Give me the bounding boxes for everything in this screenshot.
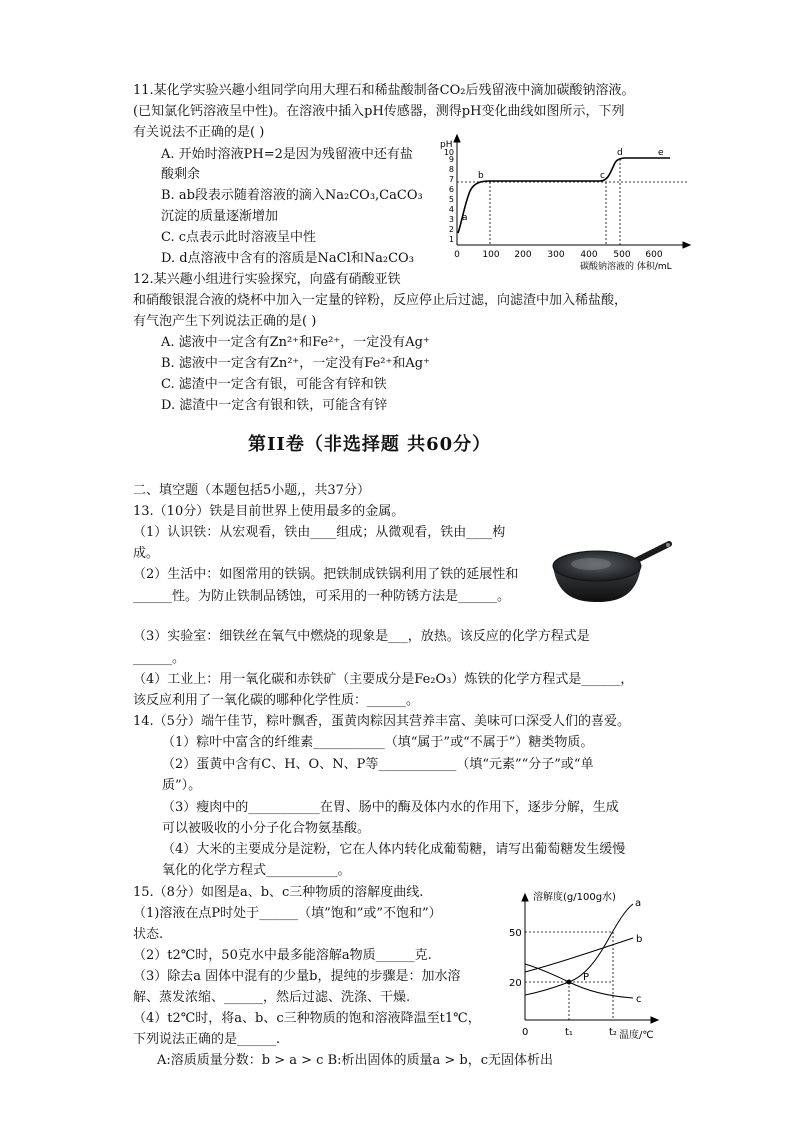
- q15-part2: （2）t2℃时，50克水中最多能溶解a物质______克.: [133, 948, 432, 963]
- ph-xtick: 500: [613, 250, 631, 260]
- ph-x-label: 碳酸钠溶液的 体积/mL: [580, 262, 672, 272]
- sol-x-label: 温度/℃: [619, 1030, 654, 1041]
- q12-stem-2: 和硝酸银混合液的烧杯中加入一定量的锌粉，反应停止后过滤，向滤渣中加入稀盐酸，: [133, 293, 628, 308]
- q13-part2: （2）生活中：如图常用的铁锅。把铁制成铁锅利用了铁的延展性和: [133, 567, 519, 582]
- q14-part4-cont: 氧化的化学方程式___________。: [162, 863, 351, 878]
- ph-xtick: 400: [580, 250, 598, 260]
- q12-option-c: C. 滤渣中一定含有银，可能含有锌和铁: [161, 377, 387, 392]
- sol-xtick: 0: [522, 1027, 529, 1038]
- ph-xtick: 100: [482, 250, 500, 260]
- section-heading: 二、填空题（本题包括5小题,，共37分）: [133, 483, 370, 498]
- q13-part1: （1）认识铁：从宏观看，铁由____组成；从微观看，铁由____构: [133, 525, 506, 540]
- ph-point-label: e: [658, 148, 664, 158]
- part-two-title: 第II卷（非选择题 共60分）: [248, 434, 492, 455]
- q14-stem: 14.（5分）端午佳节，粽叶飘香，蛋黄肉粽因其营养丰富、美味可口深受人们的喜爱。: [133, 714, 630, 729]
- iron-wok-image: [549, 538, 675, 606]
- q15-part1-cont: 状态.: [133, 927, 164, 942]
- ph-ytick: 9: [448, 155, 454, 164]
- point-p: [567, 980, 572, 985]
- ph-xtick: 0: [454, 250, 460, 260]
- ph-ytick: 5: [448, 195, 454, 204]
- ph-chart: [440, 133, 700, 273]
- sol-xtick: t₂: [609, 1027, 617, 1038]
- ph-ytick: 7: [448, 175, 454, 184]
- q13-part4: （4）工业上：用一氧化碳和赤铁矿（主要成分是Fe₂O₃）炼铁的化学方程式是______，: [133, 672, 634, 687]
- ph-xtick: 600: [645, 250, 663, 260]
- ph-xtick: 300: [547, 250, 565, 260]
- q15-part1: （1)溶液在点P时处于______（填”饱和”或”不饱和”）: [133, 906, 442, 921]
- ph-point-label: b: [478, 171, 484, 181]
- q12-stem-3: 有气泡产生下列说法正确的是( ): [133, 314, 317, 329]
- q15-part4: （4）t2℃时，将a、b、c三种物质的饱和溶液降温至t1℃，: [133, 1011, 481, 1026]
- q13-part3-cont: ______。: [133, 651, 186, 666]
- sol-xtick: t₁: [565, 1027, 573, 1038]
- q11-option-a-cont: 酸剩余: [161, 167, 201, 182]
- q14-part3: （3）瘦肉中的___________在胃、肠中的酶及体内水的作用下，逐步分解，生成: [162, 800, 619, 815]
- ph-point-label: c: [600, 171, 605, 181]
- q14-part3-cont: 可以被吸收的小分子化合物氨基酸。: [162, 821, 371, 836]
- q13-part4-cont: 该反应利用了一氧化碳的哪种化学性质：______。: [133, 693, 420, 708]
- sol-ytick: 20: [509, 978, 522, 989]
- ph-y-label: pH: [440, 140, 453, 150]
- ph-ytick: 6: [448, 185, 454, 194]
- ph-point-label: d: [617, 148, 623, 158]
- q14-part1: （1）粽叶中富含的纤维素___________（填“属于”或“不属于”）糖类物质。: [162, 735, 594, 750]
- q11-option-a: A. 开始时溶液PH=2是因为残留液中还有盐: [161, 147, 413, 162]
- q14-part2: （2）蛋黄中含有C、H、O、N、P等____________（填“元素”“分子”或“单: [162, 757, 594, 772]
- q15-stem: 15.（8分）如图是a、b、c三种物质的溶解度曲线.: [133, 885, 424, 900]
- q15-part3: （3）除去a 固体中混有的少量b，提纯的步骤是：加水溶: [133, 969, 461, 984]
- ph-ytick: 4: [448, 205, 454, 214]
- ph-ytick: 1: [448, 235, 454, 244]
- q11-option-c: C. c点表示此时溶液呈中性: [161, 230, 317, 245]
- curve-c: [525, 964, 633, 998]
- q15-options: A:溶质质量分数：b > a > c B:析出固体的质量a > b，c无固体析出: [157, 1053, 554, 1068]
- series-label: b: [636, 934, 643, 945]
- q13-stem: 13.（10分）铁是目前世界上使用最多的金属。: [133, 504, 405, 519]
- ph-ytick: 10: [443, 148, 454, 157]
- sol-ytick: 50: [509, 928, 522, 939]
- q13-part1-cont: 成。: [133, 546, 160, 561]
- q12-option-b: B. 滤液中一定含有Zn²⁺，一定没有Fe²⁺和Ag⁺: [161, 356, 430, 371]
- q11-option-d: D. d点溶液中含有的溶质是NaCl和Na₂CO₃: [161, 251, 414, 266]
- series-label: a: [635, 898, 642, 909]
- ph-xtick: 200: [514, 250, 532, 260]
- sol-y-label: 溶解度(g/100g水): [533, 892, 616, 903]
- q12-option-d: D. 滤渣中一定含有银和铁，可能含有锌: [161, 398, 388, 413]
- ph-ytick: 2: [448, 225, 454, 234]
- q11-stem-2: (已知氯化钙溶液呈中性)。在溶液中插入pH传感器，测得pH变化曲线如图所示，下列: [133, 104, 625, 119]
- q11-option-b: B. ab段表示随着溶液的滴入Na₂CO₃,CaCO₃: [161, 188, 423, 203]
- curve-a: [525, 904, 633, 995]
- q11-option-b-cont: 沉淀的质量逐渐增加: [161, 209, 279, 224]
- ph-ytick: 3: [448, 215, 454, 224]
- q11-stem-1: 11.某化学实验兴趣小组同学向用大理石和稀盐酸制备CO₂后残留液中滴加碳酸钠溶液。: [133, 83, 635, 98]
- q12-option-a: A. 滤液中一定含有Zn²⁺和Fe²⁺，一定没有Ag⁺: [161, 335, 430, 350]
- q14-part2-cont: 质”）。: [162, 778, 202, 793]
- q13-part2-cont: ______性。为防止铁制品锈蚀，可采用的一种防锈方法是______。: [133, 589, 511, 604]
- q15-part4-cont: 下列说法正确的是______.: [133, 1032, 281, 1047]
- point-p-label: P: [583, 972, 590, 983]
- curve-b: [525, 938, 633, 972]
- ph-ytick: 8: [448, 165, 454, 174]
- q15-part3-cont: 解、蒸发浓缩、______，然后过滤、洗涤、干燥.: [133, 990, 411, 1005]
- series-label: c: [636, 994, 642, 1005]
- q12-stem-1: 12.某兴趣小组进行实验探究，向盛有硝酸亚铁: [133, 272, 401, 287]
- q14-part4: （4）大米的主要成分是淀粉，它在人体内转化成葡萄糖，请写出葡萄糖发生缓慢: [162, 842, 626, 857]
- q13-part3: （3）实验室：细铁丝在氧气中燃烧的现象是___，放热。该反应的化学方程式是: [133, 629, 590, 644]
- ph-point-label: a: [462, 213, 468, 223]
- solubility-chart: [505, 880, 665, 1048]
- q11-stem-3: 有关说法不正确的是( ): [133, 125, 265, 140]
